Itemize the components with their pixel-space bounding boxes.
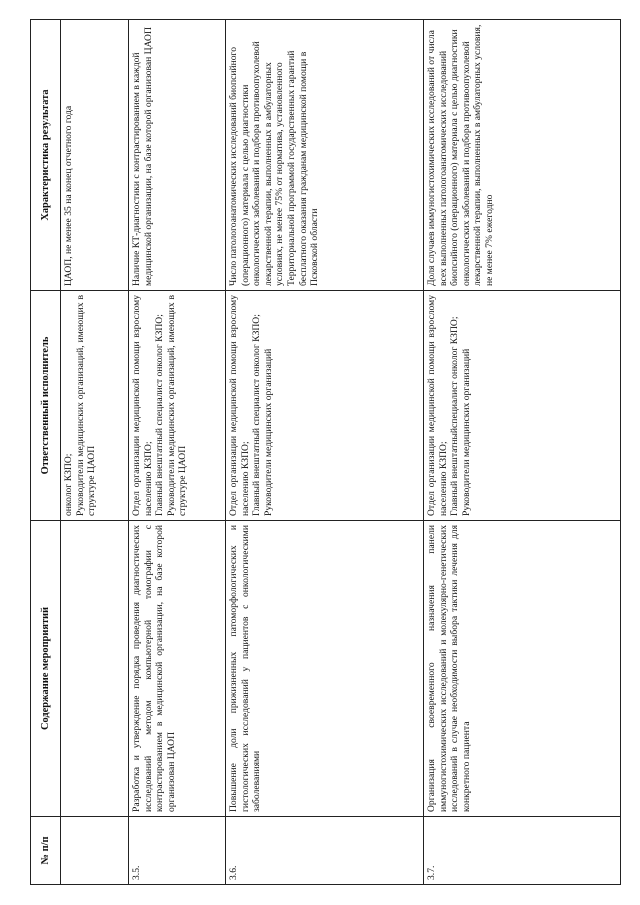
row-content [61, 521, 129, 817]
table-header-row [31, 20, 61, 885]
executor-line: Руководители медицинских организаций [460, 348, 472, 516]
executor-line: Главный внештатныйспециалист онколог КЗПО; [449, 316, 461, 516]
row-num: 3.5. [129, 817, 226, 885]
row-result: Наличие КТ-диагностики с контрастированием в каждой медицинской организации, на базе которой организован ЦАОП [129, 20, 226, 291]
table-row [226, 20, 424, 885]
executor-line: Отдел организации медицинской помощи взрослому населению КЗПО; [228, 295, 251, 516]
header-content: Содержание мероприятий [31, 521, 61, 817]
measures-table [30, 19, 621, 885]
executor-line: Отдел организации медицинской помощи взрослому населению КЗПО; [131, 295, 154, 516]
executor-line: Главный внештатный специалист онколог КЗПО; [154, 314, 166, 516]
row-num: 3.7. [424, 817, 621, 885]
row-executor [424, 291, 621, 521]
table-row [424, 20, 621, 885]
header-executor: Ответственный исполнитель [31, 291, 61, 521]
executor-line: Руководители медицинских организаций, имеющих в структуре ЦАОП [74, 295, 98, 516]
row-executor [61, 291, 129, 521]
executor-line: Отдел организации медицинской помощи взрослому населению КЗПО; [426, 295, 449, 516]
row-executor [226, 291, 424, 521]
row-num: 3.6. [226, 817, 424, 885]
header-num: № п/п [31, 817, 61, 885]
row-content: Повышение доли прижизненных патоморфологических и гистологических исследований у пациентов с онкологическими заболеваниями [226, 521, 424, 817]
row-executor [129, 291, 226, 521]
row-num [61, 817, 129, 885]
executor-line: Главный внештатный специалист онколог КЗПО; [251, 314, 263, 516]
rotated-page [30, 20, 620, 885]
row-content: Организация своевременного назначения панели иммуногистохимических исследований и молекулярно-генетических исследований в случае необходимости выбора тактики лечения для конкретного пациента [424, 521, 621, 817]
executor-line: Руководители медицинских организаций [262, 348, 274, 516]
row-result: Число патологоанатомических исследований биопсийного (операционного) материала с целью диагностики онкологических заболеваний и подбора противоопухолевой лекарственной терапии, выполненных в амбулаторных условиях, не менее 75% от норматива, установленного Территориальной программой государственных гарантий бесплатного оказания гражданам медицинской помощи в Псковской области [226, 20, 424, 291]
row-result: Доля случаев иммуногистохимических исследований от числа всех выполненных патологоанатомических исследований биопсийного (операционного) материала с целью диагностики онкологических заболеваний и подбора противоопухолевой лекарственной терапии, выполненных в амбулаторных условия, не менее 7% ежегодно [424, 20, 621, 291]
executor-line: Руководители медицинских организаций, имеющих в структуре ЦАОП [165, 295, 189, 516]
table-row [61, 20, 129, 885]
executor-line: онколог КЗПО; [63, 453, 74, 516]
row-result: ЦАОП, не менее 35 на конец отчетного года [61, 20, 129, 291]
row-content: Разработка и утверждение порядка проведения диагностических исследований методом компьютерной томографии с контрастированием в медицинской организации, на базе которой организован ЦАОП [129, 521, 226, 817]
table-row [129, 20, 226, 885]
header-result: Характеристика результата [31, 20, 61, 291]
